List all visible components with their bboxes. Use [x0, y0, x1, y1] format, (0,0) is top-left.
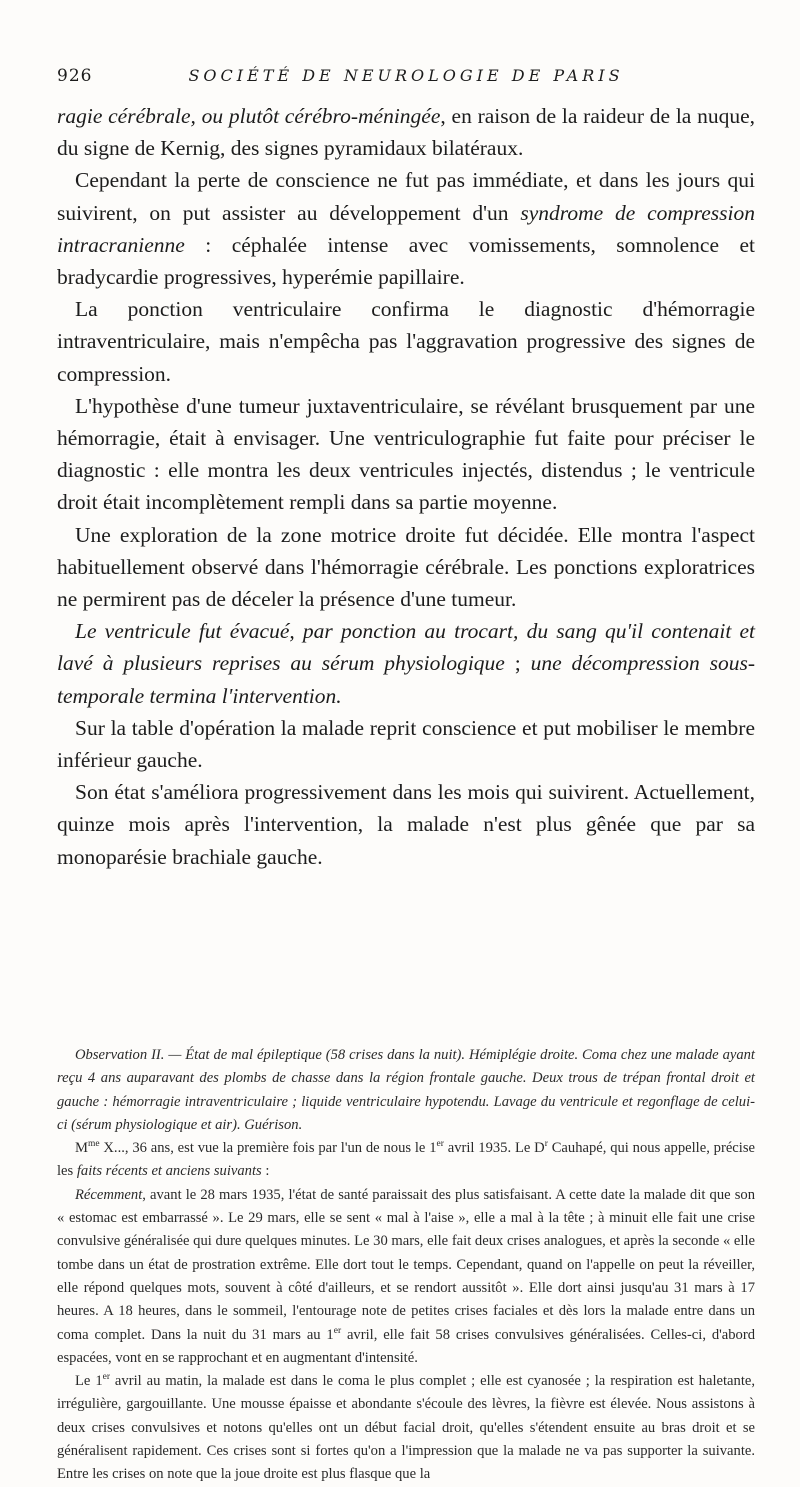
superscript: r [544, 1139, 548, 1150]
paragraph [57, 100, 755, 164]
text-run: Le 1 [75, 1373, 103, 1390]
paragraph [57, 164, 755, 293]
text-run: ; [504, 651, 531, 676]
italic-phrase: syndrome de compression intracranienne [57, 200, 755, 257]
text-run: Cauhapé, qui nous appelle, précise les [57, 1140, 755, 1180]
text-run: Cependant la perte de conscience ne fut pas immédiate, et dans les jours qui suivirent, on put assister au développement d'un [57, 168, 755, 225]
page-header [57, 62, 755, 92]
italic-phrase: Le ventricule fut évacué, par ponction au trocart, du sang qu'il contenait et lavé à plusieurs reprises au sérum physiologique [57, 619, 755, 676]
paragraph [57, 1184, 755, 1370]
superscript: er [102, 1372, 110, 1383]
running-title: SOCIÉTÉ DE NEUROLOGIE DE PARIS [188, 66, 624, 85]
text-run: avril 1935. Le D [443, 1140, 545, 1157]
main-text [57, 100, 755, 873]
page-number: 926 [57, 66, 93, 86]
text-run: , en raison de la raideur de la nuque, du signe de Kernig, des signes pyramidaux bilatéraux. [57, 104, 755, 161]
observation-section [57, 1044, 755, 1487]
text-run: avril au matin, la malade est dans le coma le plus complet ; elle est cyanosée ; la respiration est haletante, irrégulière, gargouillante. Une mousse épaisse et abondante s'écoule des lèvres, la fièvre est élevée. Nous assistons à deux crises convulsives et notons qu'elles ont un début facial droit, qu'elles s'étendent ensuite au bras droit et se généralisent rapidement. Ces crises sont si fortes qu'on a l'impression que la malade ne va pas supporter la suivante. Entre les crises on note que la joue droite est plus flasque que la [57, 1373, 755, 1483]
paragraph [57, 615, 755, 712]
italic-phrase: ragie cérébrale, ou plutôt cérébro-méningée [57, 104, 441, 128]
text-run: : céphalée intense avec vomissements, somnolence et bradycardie progressives, hyperémie papillaire. [57, 232, 755, 290]
text-run: X..., 36 ans, est vue la première fois par l'un de nous le 1 [99, 1140, 437, 1157]
paragraph [57, 1370, 755, 1486]
italic-phrase: faits récents et anciens suivants [76, 1163, 262, 1180]
text-run: M [75, 1140, 88, 1157]
observation-title [57, 1044, 755, 1137]
superscript: er [436, 1139, 444, 1150]
text-run: avril, elle fait 58 crises convulsives généralisées. Celles-ci, d'abord espacées, vont en se rapprochant et en augmentant d'intensité. [57, 1326, 755, 1366]
paragraph: Son état s'améliora progressivement dans les mois qui suivirent. Actuellement, quinze mois après l'intervention, la malade n'est plus gênée que par sa monoparésie brachiale gauche. [57, 780, 755, 869]
text-run: : [261, 1163, 270, 1180]
text-run: , avant le 28 mars 1935, l'état de santé paraissait des plus satisfaisant. A cette date la malade dit que son « estomac est embarrassé ». Le 29 mars, elle se sent « mal à l'aise », elle a mal à la tête ; à minuit elle fait une crise convulsive généralisée qui dure quelques minutes. Le 30 mars, elle fait deux crises analogues, et après la seconde « elle tombe dans un état de prostration extrême. Elle dort tout le temps. Cependant, quand on l'appelle on peut la réveiller, elle répond quelques mots, souvent à côté d'ailleurs, et se rendort aussitôt ». Elle dort ainsi jusqu'au 31 mars à 17 heures. A 18 heures, dans le sommeil, l'entourage note de petites crises faciales et dès lors la malade entre dans un coma complet. Dans la nuit du 31 mars au 1 [57, 1186, 755, 1343]
paragraph: La ponction ventriculaire confirma le diagnostic d'hémorragie intraventriculaire, mais n'empêcha pas l'aggravation progressive des signes de compression. [57, 297, 755, 386]
paragraph: Sur la table d'opération la malade reprit conscience et put mobiliser le membre inférieur gauche. [57, 715, 755, 773]
superscript: er [333, 1325, 342, 1336]
italic-phrase: Observation II. — État de mal épileptique (58 crises dans la nuit). Hémiplégie droite. Coma chez une malade ayant reçu 4 ans auparavant des plombs de chasse dans la région frontale gauche. Deux trous de trépan frontal droit et gauche : hémorragie intraventriculaire ; liquide ventriculaire hypotendu. Lavage du ventricule et regonflage de celui-ci (sérum physiologique et air). Guérison. [57, 1047, 755, 1133]
superscript: me [87, 1139, 100, 1150]
paragraph [57, 1137, 755, 1184]
italic-phrase: une décompression sous-temporale termina l'intervention. [57, 651, 755, 708]
paragraph: L'hypothèse d'une tumeur juxtaventriculaire, se révélant brusquement par une hémorragie, était à envisager. Une ventriculographie fut faite pour préciser le diagnostic : elle montra les deux ventricules injectés, distendus ; le ventricule droit était incomplètement rempli dans sa partie moyenne. [57, 393, 755, 515]
paragraph: Une exploration de la zone motrice droite fut décidée. Elle montra l'aspect habituellement observé dans l'hémorragie cérébrale. Les ponctions exploratrices ne permirent pas de déceler la présence d'une tumeur. [57, 522, 755, 612]
italic-phrase: Récemment [75, 1186, 143, 1203]
